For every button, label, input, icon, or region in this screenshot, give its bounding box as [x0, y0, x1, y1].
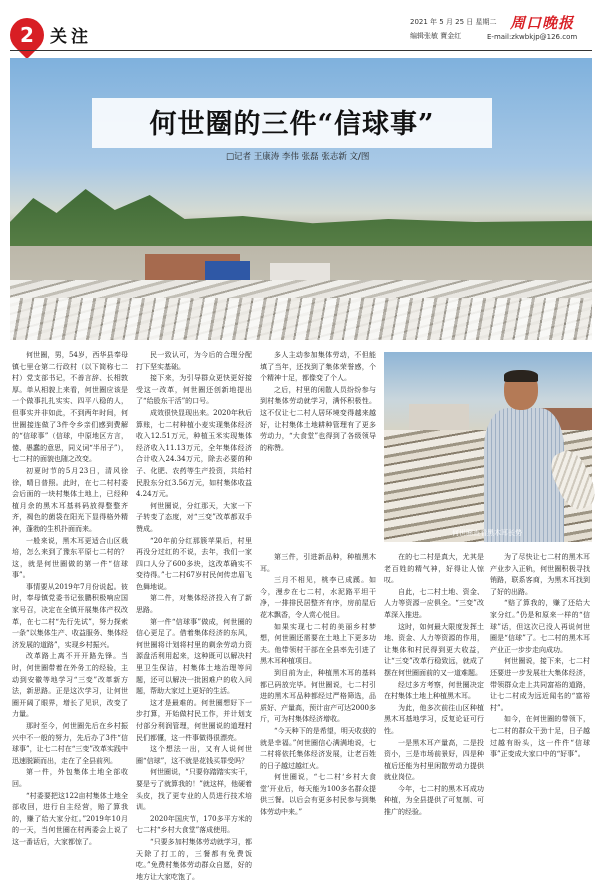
paragraph: 接下来，为引导群众更快更好接受这一改革，何世圈还创新地提出了“给股东干活”的口号。 [136, 374, 252, 406]
paragraph: 这才是最难的。何世圈想好下一步打算，开始做村民工作，并计划支付部分利润管理，何世圈说的道理村民们都懂，这一件事做得很漂亮。 [136, 698, 252, 742]
paragraph: 如今，在何世圈的带领下，七二村的群众干劲十足，日子越过越有盼头，这一件件“信球事”正变成大家口中的“好事”。 [490, 715, 590, 759]
paragraph: 改革路上离不开开路先锋。当时，何世圈带着在外务工的经验，主动到安徽等地学习“三变”改革新方法，新思路。正是这次学习，让何世圈开阔了眼界，增长了见识，改变了力量。 [12, 652, 128, 719]
contact-email: E-mail:zkwbkjp@126.com [487, 33, 578, 41]
paragraph: 何世圈，男，54岁，西华县奉母镇七里仓第二行政村（以下简称七二村）党支部书记，不善言辞、长相敦厚。单从相貌上来看，何世圈应该是一个做事扎扎实实、四平八稳的人，但事实并非如此，不到两年时间，何世圈接连做了3件令乡亲们感到费解的“信球事”（信球，中原地区方言，傻、愚蠢的意思，同义词“半吊子”），七二村的面貌也随之改变。 [12, 351, 128, 464]
paragraph: 一是黑木耳产量高，二是投资小，三是市场前景好，四是种植后还能为村里闲散劳动力提供就业岗位。 [384, 738, 484, 782]
paragraph: 之后，村里的闲散人员纷纷参与到村集体劳动就学习，满怀积极性。这不仅让七二村人居环境变得越来越好，让村集体土地耕种管理有了更多劳动力，“大食堂”也得到了各级领导的称赞。 [260, 385, 376, 452]
paragraph: 这个想法一出，又有人说何世圈“信球”，这不就是花钱买罪受吗？ [136, 745, 252, 765]
article-column-5 [384, 552, 484, 886]
paragraph: 如果实现七二村的美丽乡村梦想，何世圈还需要在土地上下更多功夫。他带领村干部在全县率先引进了黑木耳种植项目。 [260, 622, 376, 666]
paragraph: 第三件，引进新品种，种植黑木耳。 [260, 553, 376, 573]
paragraph: 成效很快显现出来。2020年秋后算账，七二村种植小麦实现集体经济收入12.51万元，种植玉米实现集体经济收入11.13万元，全年集体经济合计收入24.34万元，除去必要的种子、化肥、农药等生产投资，共给村民股东分红3.56万元，如村集体收益4.24万元。 [136, 408, 252, 499]
header-divider [10, 50, 592, 51]
page-number: 2 [20, 23, 34, 47]
article-column-1 [12, 350, 128, 886]
paragraph: “赔了算我的，赚了还给大家分红。”仍是和原来一样的“信球”话，但这次已没人再说何世圈是“信球”了。七二村的黑木耳产业正一步步走向成功。 [490, 599, 590, 654]
blue-roof-building [205, 261, 250, 282]
article-column-6 [490, 552, 590, 886]
issue-date: 2021 年 5 月 25 日 星期二 [410, 18, 497, 26]
article-column-4 [260, 552, 376, 886]
paragraph: 何世圈说，接下来，七二村还要进一步发展壮大集体经济，带领群众走上共同富裕的道路，让七二村成为远近闻名的“富裕村”。 [490, 657, 590, 712]
paragraph: 今年，七二村的黑木耳成功种植，为全县提供了可复制、可推广的经验。 [384, 784, 484, 817]
paragraph: “今天种下的是希望，明天收获的就是幸福。”何世圈信心满满地说，七二村将依托集体经济发展，让老百姓的日子越过越红火。 [260, 726, 376, 770]
tree-line [10, 186, 592, 246]
farmer-figure [484, 370, 564, 542]
paragraph: 第一件“信球事”做成，何世圈的信心更足了。借着集体经济的东风，何世圈将计划将村里的剩余劳动力资源盘活利用起来，这种既可以解决村里卫生保洁，村集体土地治理等问题，还可以解决一批困难户的收入问题，帮助大家过上更好的生活。 [136, 617, 252, 696]
paragraph: 经过多方考察，何世圈决定在村集体土地上种植黑木耳。 [384, 680, 484, 701]
paragraph: “只要多加村集体劳动就学习，都天除了打工的，三餐都有免费饭吃。”免费村集体劳动群众自愿，好的地方让大家吃饱了。 [136, 837, 252, 881]
section-title: 关注 [50, 27, 92, 47]
article-column-3 [260, 350, 376, 544]
paragraph: 为了尽快让七二村的黑木耳产业步入正轨，何世圈积极寻找销路，联系客商，为黑木耳找到了好的出路。 [490, 553, 590, 596]
paragraph: 第二件，对集体经济投入有了新思路。 [136, 594, 252, 615]
mushroom-rows-foreground [10, 298, 592, 340]
paragraph: 何世圈说，分红那天，大家一下子转变了态度，对“三变”改革都双手赞成。 [136, 501, 252, 533]
paragraph: 第一件，外包集体土地全部收回。 [12, 768, 128, 788]
background-house [409, 404, 469, 430]
paragraph: 多人主动参加集体劳动，不但能填了当年，还找到了集体荣誉感，个个精神十足，都像变了个人。 [260, 351, 376, 383]
paragraph: “20年前分红那簇苹果后，村里再没分过红的不说，去年，我们一家四口人分了600多块，这改革确实不变待得。”七二村67岁村民何传忠眉飞色舞地说。 [136, 536, 252, 591]
page-header [0, 0, 600, 62]
paragraph: 一般来说，黑木耳更适合山区栽培，怎么来到了豫东平原七二村的？这，就是何世圈做的第一件“信球事”。 [12, 536, 128, 580]
farmer-hair [504, 370, 538, 382]
paragraph: 何世圈说，“只要你踏踏实实干，要是亏了就算我的！”就这样，他硬着头皮，找了更专业的人员进行技术培训。 [136, 768, 252, 812]
photo-caption-2: 何世圈查看黑木耳长势 [452, 529, 522, 537]
article-byline: □记者 王康涛 李伟 张磊 张志新 文/图 [226, 152, 370, 162]
paragraph: 何世圈说，“七二村‘乡村大食堂’开业后，每天能为100多名群众提供三餐。以后会有更多村民参与到集体劳动中来。” [260, 773, 376, 817]
paragraph: 那时至今，何世圈先后在乡村振兴中不一般的努力，先后办了3件“信球事”，让七二村在“三变”改革实践中迅速脱颖而出，走在了全县前列。 [12, 722, 128, 765]
paragraph: 三月不相见，桃李已成蹊。如今，漫步在七二村，水泥路平坦干净，一排排民居整齐有序，房前屋后花木飘香，令人赏心悦目。 [260, 576, 376, 619]
paragraph: 民一致认可，为今后的合理分配打下坚实基础。 [136, 351, 252, 371]
paragraph: “村委要把这122亩村集体土地全部收回，进行自主经营，赔了算我的，赚了给大家分红。”2019年10月的一天，当何世圈在村两委会上说了这一番话后，大家都惊了。 [12, 791, 128, 846]
article-title: 何世圈的三件“信球事” [149, 109, 435, 140]
paragraph: 为此，他多次前往山区种植黑木耳基地学习，反复论证可行性。 [384, 703, 484, 735]
paragraph: 自此，七二村土地、资金、人力等资源一应俱全。“三变”改革深入推进。 [384, 587, 484, 619]
editor-line: 编辑张敏 寶金红 [410, 32, 462, 40]
paragraph: 在的七二村是真大，尤其是老百姓的精气神，好得让人惊叹。 [384, 553, 484, 585]
paragraph: 初夏时节的5月23日，清风徐徐，晴日普照。此时，在七二村村委会后面的一块村集体土地上，已经种植月余的黑木耳基料码放得整整齐齐，褐色的菌袋在阳光下显得格外精神，蓬勃的生机扑面而来。 [12, 466, 128, 533]
paragraph: 到目前为止，种植黑木耳的基料都已码放完毕。何世圈说，七二村引进的黑木耳品种都经过严格筛选，品质好、产量高，预计亩产可达2000多斤，可为村集体经济增收。 [260, 668, 376, 724]
paragraph: 这时，如何最大限度发挥土地、资金、人力等资源的作用，让集体和村民得到更大收益，让“三变”改革行稳致远，就成了摆在何世圈面前的又一道难题。 [384, 622, 484, 677]
paragraph: 事情要从2019年7月份说起。彼时，奉母镇党委书记张鹏积极响应国家号召，决定在全镇开展集体产权改革，在七二村“先行先试”，努力探索一条“以集体生产、收益服务、集体经济发展的道路”，实现乡村振兴。 [12, 582, 128, 649]
farmer-photo [384, 352, 592, 542]
article-column-2 [136, 350, 252, 886]
paragraph: 2020年国庆节，170多平方米的七二村“乡村大食堂”落成使用。 [136, 814, 252, 835]
newspaper-logo: 周口晚报 [510, 14, 575, 32]
